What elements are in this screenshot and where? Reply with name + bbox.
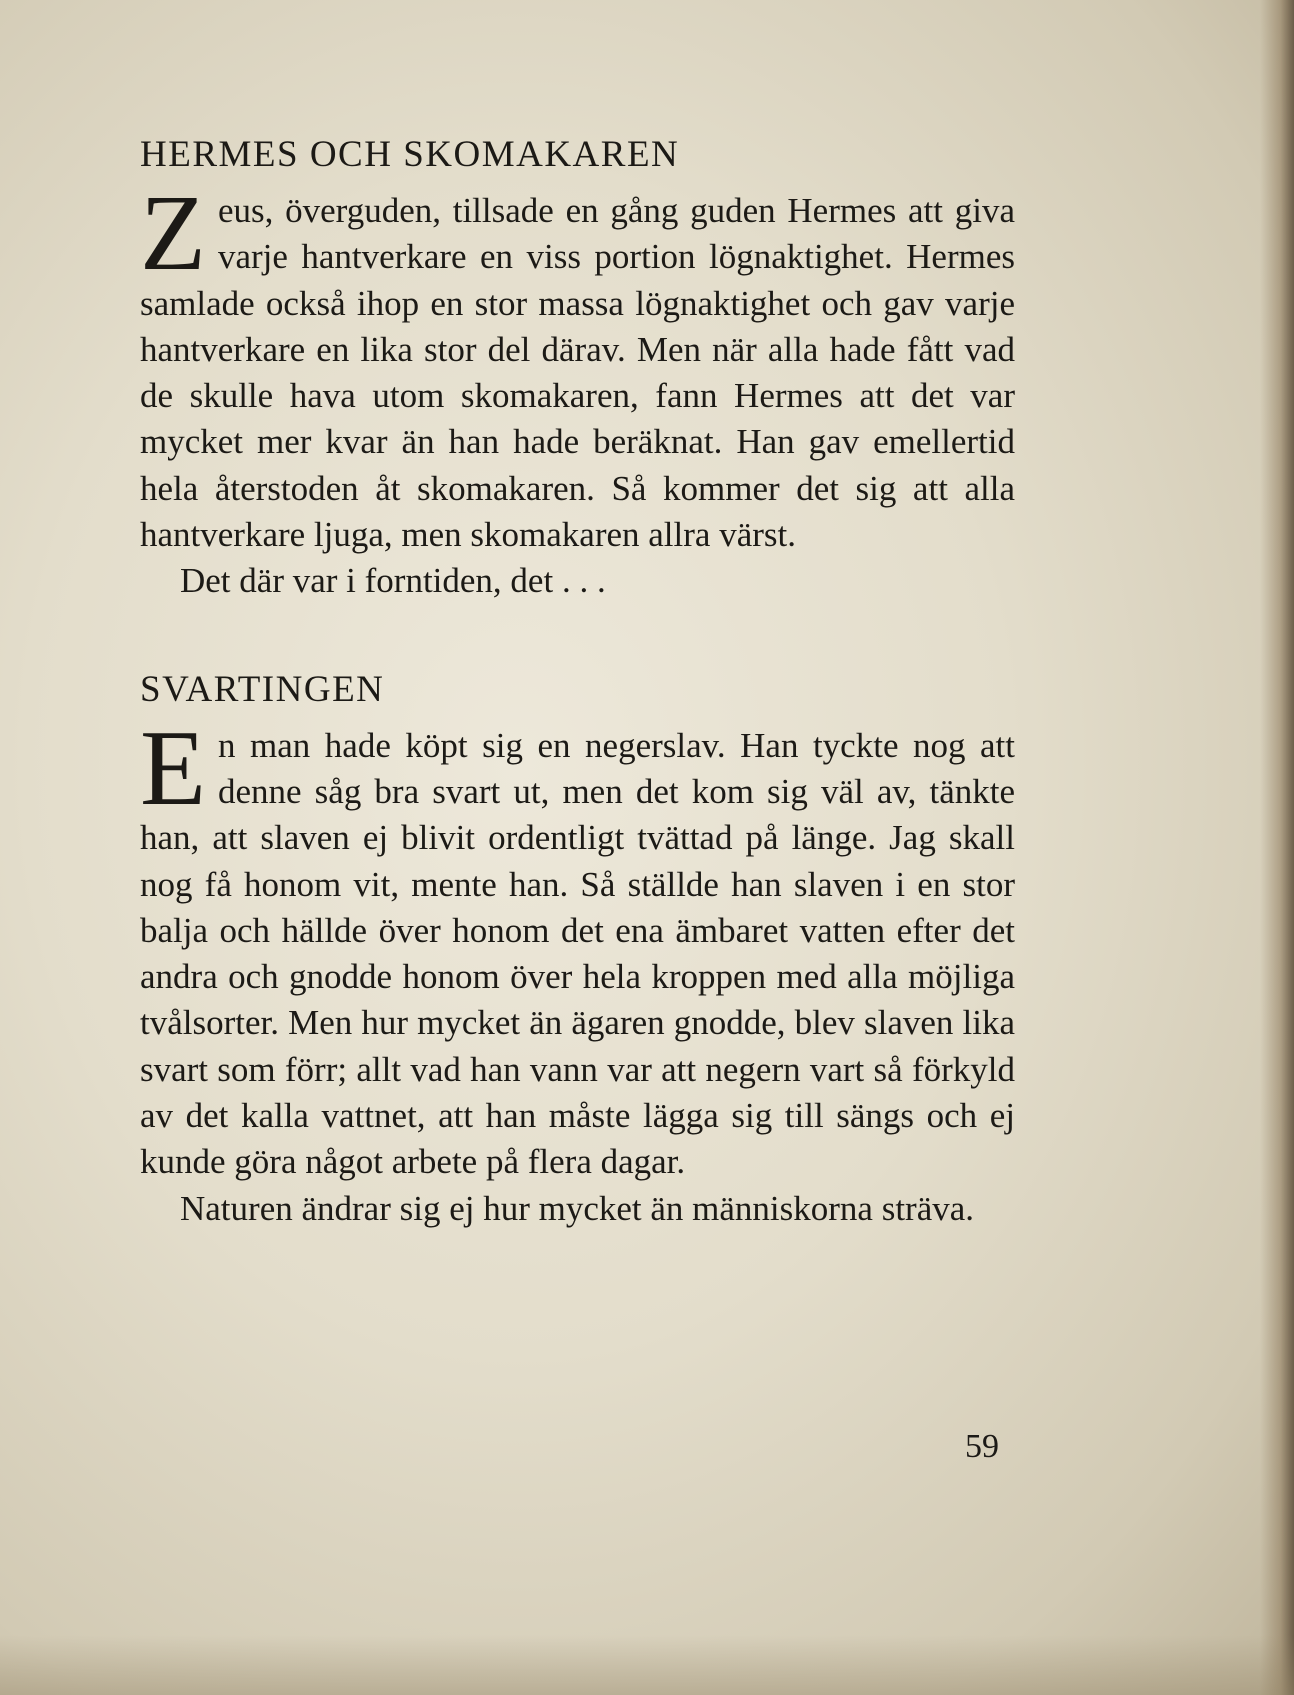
page-number: 59	[965, 1428, 999, 1465]
drop-cap: Z	[140, 174, 206, 293]
drop-cap: E	[140, 708, 206, 828]
story-moral: Det där var i forntiden, det . . .	[180, 561, 606, 601]
page-edge-shadow	[1260, 0, 1294, 1695]
story-moral: Naturen ändrar sig ej hur mycket än människorna sträva.	[180, 1188, 975, 1228]
text-block	[140, 132, 1015, 1232]
story-body-text: eus, överguden, tillsade en gång guden Hermes att giva varje hantverkare en viss portion lögnaktighet. Hermes samlade också ihop en stor massa lögnaktighet och gav varje hantverkare en lika stor del därav. Men när alla hade fått vad de skulle hava utom skomakaren, fann Hermes att det var mycket mer kvar än han hade beräknat. Han gav emellertid hela återstoden åt skomakaren. Så kommer det sig att alla hantverkare ljuga, men skomakaren allra värst.	[140, 191, 1015, 555]
story-body	[140, 708, 1015, 1186]
page-bottom-shadow	[0, 1635, 1294, 1695]
story-title: HERMES OCH SKOMAKAREN	[140, 134, 680, 175]
story-hermes	[140, 132, 1015, 605]
story-body-text: n man hade köpt sig en negerslav. Han tyckte nog att denne såg bra svart ut, men det kom sig väl av, tänkte han, att slaven ej blivit ordentligt tvättad på länge. Jag skall nog få honom vit, mente han. Så ställde han slaven i en stor balja och hällde över honom det ena ämbaret vatten efter det andra och gnodde honom över hela kroppen med alla möjliga tvålsorter. Men hur mycket än ägaren gnodde, blev slaven lika svart som förr; allt vad han vann var att negern vart så förkyld av det kalla vattnet, att han måste lägga sig till sängs och ej kunde göra något arbete på flera dagar.	[140, 725, 1015, 1182]
story-body	[140, 174, 1015, 558]
story-svartingen	[140, 667, 1015, 1232]
story-title: SVARTINGEN	[140, 668, 385, 710]
